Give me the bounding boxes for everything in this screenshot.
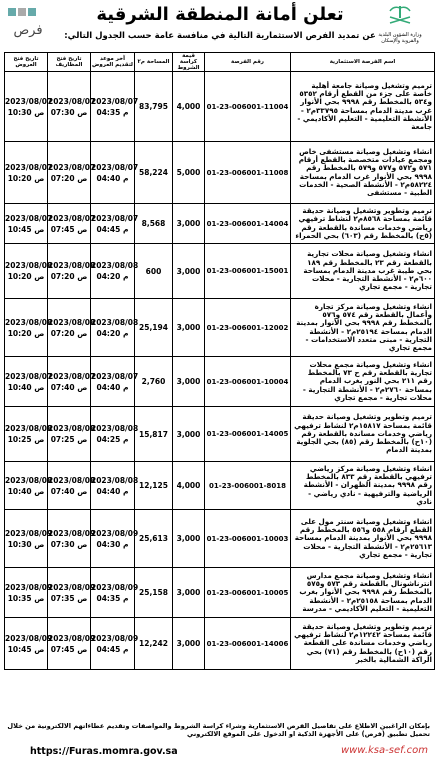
header-area: المساحة م٢ xyxy=(135,53,173,72)
env-date-cell xyxy=(48,142,96,204)
time-text: 10:45 ص xyxy=(7,644,45,654)
area-cell: 2,760 xyxy=(135,357,173,407)
time-text: 07:25 ص xyxy=(50,435,88,444)
time-text: 04:20 م xyxy=(96,272,129,281)
date-text: 2023/08/09 xyxy=(5,582,53,592)
table-row xyxy=(5,407,435,462)
time-text: 04:40 م xyxy=(96,173,129,183)
header-desc: اسم الفرصة الاستثمارية xyxy=(291,53,435,72)
time-text: 10:20 ص xyxy=(7,272,45,281)
price-cell: 3,000 xyxy=(173,204,205,244)
env-date-cell xyxy=(48,618,96,670)
time-text: 07:35 ص xyxy=(50,593,88,603)
code-cell: 01-23-006001-10003 xyxy=(205,510,291,568)
page-title: تعلن أمانة المنطقة الشرقية xyxy=(96,4,344,25)
desc-cell: انشاء وتشغيل وصيانة مستشفى خاص ومجمع عيادات متخصصة بالقطع أرقام ٥٧١ و٥٧٢ و٥٧٧ و٥٧٩ بالمخطط رقم ٩٩٩٨ بحي الأنوار غرب الدمام بمساحة ٥٨٢٢٤م٢ - الأنشطة الصحية - الخدمات الطبية - مستشفى xyxy=(291,142,435,204)
sub-date-cell xyxy=(5,510,53,568)
code-cell: 01-23-006001-10005 xyxy=(205,568,291,618)
time-text: 04:25 م xyxy=(96,435,129,444)
date-text: 2023/08/08 xyxy=(48,317,96,327)
receipt-date-cell xyxy=(91,299,139,357)
time-text: 07:30 ص xyxy=(50,107,88,117)
time-text: 07:45 ص xyxy=(50,224,88,234)
time-text: 07:40 ص xyxy=(50,486,88,496)
time-text: 04:45 م xyxy=(96,644,129,654)
table-row xyxy=(5,568,435,618)
table-row xyxy=(5,462,435,510)
furas-logo xyxy=(6,6,50,42)
time-text: 07:20 ص xyxy=(50,173,88,183)
receipt-date-cell xyxy=(91,407,139,462)
sub-date-cell xyxy=(5,244,53,299)
table-row xyxy=(5,299,435,357)
code-cell: 01-23-006001-11008 xyxy=(205,142,291,204)
header-env: تاريخ فتح المظاريف xyxy=(48,53,91,72)
furas-link[interactable]: https://Furas.momra.gov.sa xyxy=(30,746,178,757)
table-row xyxy=(5,618,435,670)
env-date-cell xyxy=(48,462,96,510)
code-cell: 01-23-006001-10004 xyxy=(205,357,291,407)
receipt-date-cell xyxy=(91,568,139,618)
date-text: 2023/08/08 xyxy=(48,424,96,433)
env-date-cell xyxy=(48,510,96,568)
table-row xyxy=(5,204,435,244)
header-code: رقم الفرصة xyxy=(205,53,291,72)
time-text: 07:45 ص xyxy=(50,644,88,654)
code-cell: 01-23-006001-12002 xyxy=(205,299,291,357)
env-date-cell xyxy=(48,244,96,299)
receipt-date-cell xyxy=(91,618,139,670)
header-price: قيمة كراسة الشروط xyxy=(173,53,205,72)
footer-note: بإمكان الراغبين الاطلاع على تفاصيل الفرص الاستثمارية وشراء كراسة الشروط والمواصفات وتقديم عطاءاتهم الالكترونية من خلال تحميل تطبيق (فرص) على الأجهزة الذكية او الدخول على الموقع الالكتروني xyxy=(7,722,430,738)
date-text: 2023/08/09 xyxy=(91,633,139,643)
desc-cell: ترميم وتطوير وتشغيل وصيانة حديقة قائمة بمساحة ٨٥٦٨م٢ لنشاط ترفيهي رياضي وخدمات مساندة بالقطعة رقم (٥ح) بالمخطط رقم (٦٠٣) بحي الحمراء xyxy=(291,204,435,244)
time-text: 07:30 ص xyxy=(50,539,88,549)
area-cell: 12,125 xyxy=(135,462,173,510)
sub-date-cell xyxy=(5,618,53,670)
date-text: 2023/08/07 xyxy=(91,213,139,223)
table-row xyxy=(5,72,435,142)
ministry-name: وزارة الشؤون البلدية والقروية والإسكان xyxy=(378,32,422,44)
date-text: 2023/08/08 xyxy=(48,261,96,270)
desc-cell: انشاء وتشغيل وصيانة سنتر مول على القطع أرقام ٥٥٨ و٥٥٦ بالمخطط رقم ٩٩٩٨ بحي الأنوار بمدينة الدمام بمساحة ٢٥٦١٣م٢ - الأنشطة التجارية - محلات تجارية - مجمع تجاري xyxy=(291,510,435,568)
area-cell: 8,568 xyxy=(135,204,173,244)
date-text: 2023/08/07 xyxy=(91,371,139,381)
receipt-date-cell xyxy=(91,244,139,299)
receipt-date-cell xyxy=(91,72,139,142)
date-text: 2023/08/09 xyxy=(91,582,139,592)
table-row xyxy=(5,244,435,299)
date-text: 2023/08/07 xyxy=(91,162,139,172)
time-text: 10:45 ص xyxy=(7,224,45,234)
desc-cell: انشاء وتشغيل وصيانة مجمع محلات تجارية بالقطعة رقم ح ٧٣ بالمخطط رقم ٢١١ بحي النور بغرب الدمام بمساحة ٢٧٦٠م٢ - الأنشطة التجارية - محلات تجارية - مجمع تجاري xyxy=(291,357,435,407)
area-cell: 25,613 xyxy=(135,510,173,568)
code-cell: 01-23-006001-15001 xyxy=(205,244,291,299)
env-date-cell xyxy=(48,357,96,407)
price-cell: 3,000 xyxy=(173,568,205,618)
time-text: 10:20 ص xyxy=(7,328,45,338)
date-text: 2023/08/07 xyxy=(48,371,96,381)
env-date-cell xyxy=(48,204,96,244)
date-text: 2023/08/09 xyxy=(48,633,96,643)
receipt-date-cell xyxy=(91,142,139,204)
area-cell: 25,194 xyxy=(135,299,173,357)
price-cell: 3,000 xyxy=(173,407,205,462)
env-date-cell xyxy=(48,72,96,142)
date-text: 2023/08/08 xyxy=(48,475,96,485)
time-text: 10:25 ص xyxy=(7,435,45,444)
area-cell: 15,817 xyxy=(135,407,173,462)
time-text: 04:40 م xyxy=(96,382,129,392)
date-text: 2023/08/08 xyxy=(5,475,53,485)
receipt-date-cell xyxy=(91,510,139,568)
time-text: 04:35 م xyxy=(96,107,129,117)
price-cell: 3,000 xyxy=(173,357,205,407)
code-cell: 01-23-006001-14004 xyxy=(205,204,291,244)
desc-cell: ترميم وتطوير وتشغيل وصيانة حديقة قائمة بمساحة ١٥٨١٧م٢ لنشاط ترفيهي رياضي وخدمات مساندة بالقطعة رقم (١٠ح) بالمخطط رقم (٨٥) بحي الجلوية بمدينة الدمام xyxy=(291,407,435,462)
sub-date-cell xyxy=(5,72,53,142)
price-cell: 4,000 xyxy=(173,72,205,142)
date-text: 2023/08/07 xyxy=(5,213,53,223)
sub-date-cell xyxy=(5,568,53,618)
sub-date-cell xyxy=(5,357,53,407)
env-date-cell xyxy=(48,299,96,357)
date-text: 2023/08/08 xyxy=(91,261,139,270)
receipt-date-cell xyxy=(91,204,139,244)
desc-cell: ترميم وتشغيل وصيانة جامعة أهلية خاصة على جزء من القطع أرقام ٥٣٥٢ و٥٣٤ بالمخطط رقم ٩٩٩٨ بحي الأنوار غرب مدينة الدمام بمساحة ٣٣٧٩٥م٢ - الأنشطة التعليمية - التعليم الأكاديمي - جامعة xyxy=(291,72,435,142)
price-cell: 3,000 xyxy=(173,618,205,670)
date-text: 2023/08/09 xyxy=(48,582,96,592)
time-text: 07:40 ص xyxy=(50,382,88,392)
time-text: 10:20 ص xyxy=(7,173,45,183)
table-header-row xyxy=(5,53,435,72)
desc-cell: انشاء وتشغيل وصيانة محلات تجارية بالقطعة رقم ٢٣ بالمخطط رقم ١٨٩ بحي طيبة غرب مدينة الدمام بمساحة ٦٠٠م٢ - الأنشطة التجارية - محلات تجارية - مجمع تجاري xyxy=(291,244,435,299)
sub-date-cell xyxy=(5,142,53,204)
time-text: 04:35 م xyxy=(96,593,129,603)
date-text: 2023/08/08 xyxy=(91,317,139,327)
time-text: 04:20 م xyxy=(96,328,129,338)
date-text: 2023/08/08 xyxy=(91,475,139,485)
date-text: 2023/08/07 xyxy=(48,96,96,106)
date-text: 2023/08/07 xyxy=(5,371,53,381)
time-text: 04:40 م xyxy=(96,486,129,496)
code-cell: 01-23-006001-8018 xyxy=(205,462,291,510)
svg-text:فرص: فرص xyxy=(13,23,43,38)
price-cell: 4,000 xyxy=(173,462,205,510)
sub-date-cell xyxy=(5,204,53,244)
env-date-cell xyxy=(48,568,96,618)
date-text: 2023/08/07 xyxy=(5,162,53,172)
time-text: 10:40 ص xyxy=(7,486,45,496)
price-cell: 3,000 xyxy=(173,244,205,299)
time-text: 07:20 ص xyxy=(50,272,88,281)
sub-date-cell xyxy=(5,407,53,462)
date-text: 2023/08/07 xyxy=(91,96,139,106)
area-cell: 12,242 xyxy=(135,618,173,670)
time-text: 04:45 م xyxy=(96,224,129,234)
date-text: 2023/08/09 xyxy=(5,528,53,538)
area-cell: 58,224 xyxy=(135,142,173,204)
date-text: 2023/08/09 xyxy=(91,528,139,538)
code-cell: 01-23-006001-14005 xyxy=(205,407,291,462)
time-text: 10:30 ص xyxy=(7,539,45,549)
sub-date-cell xyxy=(5,462,53,510)
area-cell: 25,158 xyxy=(135,568,173,618)
receipt-date-cell xyxy=(91,462,139,510)
time-text: 10:30 ص xyxy=(7,107,45,117)
price-cell: 5,000 xyxy=(173,142,205,204)
price-cell: 3,000 xyxy=(173,299,205,357)
area-cell: 600 xyxy=(135,244,173,299)
date-text: 2023/08/08 xyxy=(5,424,53,433)
time-text: 07:20 ص xyxy=(50,328,88,338)
table-row xyxy=(5,142,435,204)
header-sub: تاريخ فتح العروض xyxy=(5,53,48,72)
header xyxy=(0,0,436,48)
date-text: 2023/08/09 xyxy=(48,528,96,538)
desc-cell: ترميم وتطوير وتشغيل وصيانة حديقة قائمة بمساحة ١٢٢٤٢م٢ لنشاط ترفيهي رياضي وخدمات مساندة على القطعة رقم (١٠ح) بالمخطط رقم (٧١) بحي الراكة الشمالية بالخبر xyxy=(291,618,435,670)
watermark: www.ksa-sef.com xyxy=(340,745,428,756)
page-subtitle: عن تمديد الفرص الاستثمارية التالية في منافسة عامة حسب الجدول التالي: xyxy=(64,31,376,41)
desc-cell: انشاء وتشغيل وصيانة مركز رياضي ترفيهي بالقطعة رقم ٨٣٣ بالمخطط رقم ٩٩٩٨ بمدينة الظهران - الأنشطة الرياضية والترفيهية - نادي رياضي - نادي xyxy=(291,462,435,510)
table-row xyxy=(5,510,435,568)
time-text: 10:40 ص xyxy=(7,382,45,392)
env-date-cell xyxy=(48,407,96,462)
date-text: 2023/08/07 xyxy=(48,213,96,223)
sub-date-cell xyxy=(5,299,53,357)
desc-cell: انشاء وتشغيل وصيانة مجمع مدارس انترناشونال بالقطعة رقم ٥٧٣ و٥٧٥ بالمخطط رقم ٩٩٩٨ بحي الأنوار بغرب الدمام بمساحة ٢٥١٥٨م٢ - الأنشطة التعليمية - التعليم الأكاديمي - مدرسة xyxy=(291,568,435,618)
palm-swords-icon xyxy=(385,4,415,26)
date-text: 2023/08/07 xyxy=(5,96,53,106)
date-text: 2023/08/08 xyxy=(5,317,53,327)
time-text: 10:35 ص xyxy=(7,593,45,603)
price-cell: 3,000 xyxy=(173,510,205,568)
time-text: 04:30 م xyxy=(96,539,129,549)
area-cell: 83,795 xyxy=(135,72,173,142)
opportunities-table xyxy=(4,52,435,670)
date-text: 2023/08/07 xyxy=(48,162,96,172)
date-text: 2023/08/08 xyxy=(5,261,53,270)
date-text: 2023/08/09 xyxy=(5,633,53,643)
date-text: 2023/08/08 xyxy=(91,424,139,433)
header-receipt: آخر موعد لتقديم العروض xyxy=(91,53,135,72)
receipt-date-cell xyxy=(91,357,139,407)
code-cell: 01-23-006001-14006 xyxy=(205,618,291,670)
table-row xyxy=(5,357,435,407)
ministry-logo xyxy=(370,4,430,44)
desc-cell: انشاء وتشغيل وصيانة مركز تجارة وأعمال بالقطعة رقم ٥٧٤ و٥٧٦ بالمخطط رقم ٩٩٩٨ بحي الأنوار بمدينة الدمام بمساحة ٢٥١٩٤م٢ - الأنشطة التجارية - مبنى متعدد الاستخدامات - مجمع تجاري xyxy=(291,299,435,357)
code-cell: 01-23-006001-11004 xyxy=(205,72,291,142)
